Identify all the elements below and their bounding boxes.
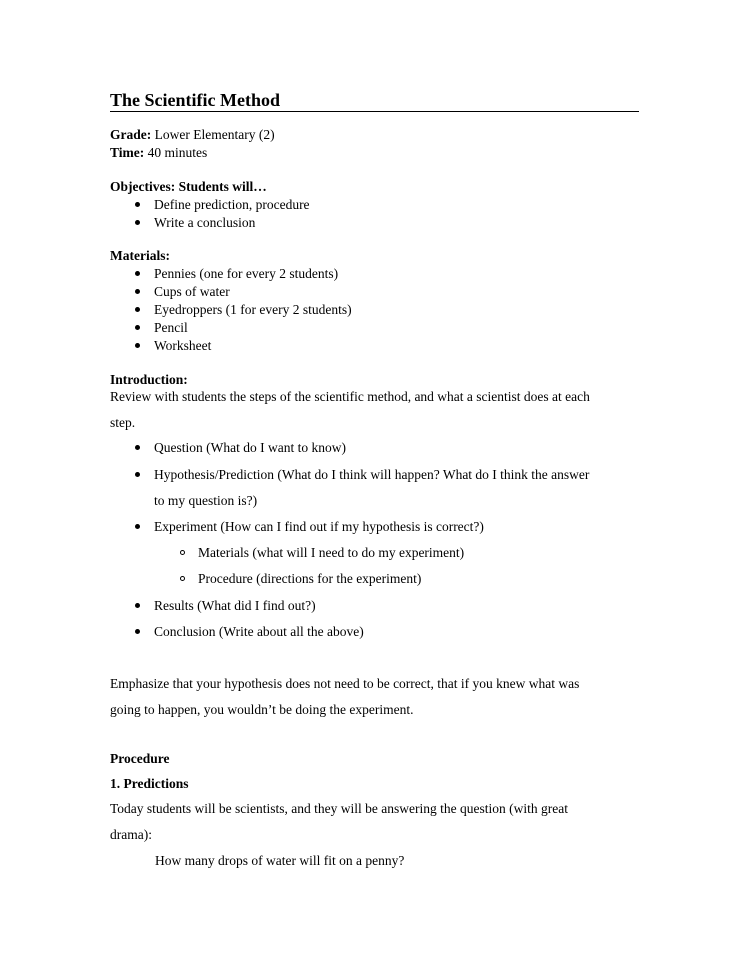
step-item-continuation: to my question is?): [154, 493, 258, 508]
time-label: Time:: [110, 145, 145, 160]
bullet-icon: [135, 343, 140, 348]
page-title: The Scientific Method: [110, 89, 639, 112]
grade-line: [110, 127, 275, 143]
step-item: Question (What do I want to know): [154, 440, 346, 455]
step-item: Results (What did I find out?): [154, 598, 316, 613]
emphasis-text: going to happen, you wouldn’t be doing the experiment.: [110, 702, 414, 717]
material-item: Pencil: [154, 320, 188, 335]
material-item: Worksheet: [154, 338, 212, 353]
experiment-question: How many drops of water will fit on a penny?: [155, 853, 405, 868]
introduction-heading: Introduction:: [110, 372, 188, 387]
time-line: [110, 145, 207, 161]
predictions-text: Today students will be scientists, and they will be answering the question (with great: [110, 801, 568, 816]
predictions-heading: 1. Predictions: [110, 776, 189, 791]
time-value: 40 minutes: [147, 145, 208, 160]
bullet-icon: [135, 603, 140, 608]
bullet-icon: [135, 524, 140, 529]
grade-value: Lower Elementary (2): [154, 127, 275, 142]
sub-step-item: Procedure (directions for the experiment): [198, 571, 422, 586]
introduction-text: step.: [110, 415, 136, 430]
bullet-icon: [135, 445, 140, 450]
predictions-text: drama):: [110, 827, 152, 842]
bullet-icon: [135, 202, 140, 207]
step-item: Hypothesis/Prediction (What do I think will happen? What do I think the answer: [154, 467, 590, 482]
bullet-icon: [135, 289, 140, 294]
emphasis-text: Emphasize that your hypothesis does not need to be correct, that if you knew what was: [110, 676, 580, 691]
objectives-heading: Objectives: Students will…: [110, 179, 267, 194]
objective-item: Write a conclusion: [154, 215, 256, 230]
sub-step-item: Materials (what will I need to do my experiment): [198, 545, 465, 560]
procedure-heading: Procedure: [110, 751, 170, 766]
bullet-icon: [135, 472, 140, 477]
bullet-icon: [135, 307, 140, 312]
material-item: Pennies (one for every 2 students): [154, 266, 339, 281]
sub-bullet-icon: [180, 576, 185, 581]
step-item: Experiment (How can I find out if my hypothesis is correct?): [154, 519, 484, 534]
introduction-text: Review with students the steps of the scientific method, and what a scientist does at each: [110, 389, 590, 404]
step-item: Conclusion (Write about all the above): [154, 624, 364, 639]
bullet-icon: [135, 220, 140, 225]
bullet-icon: [135, 325, 140, 330]
sub-bullet-icon: [180, 550, 185, 555]
objective-item: Define prediction, procedure: [154, 197, 310, 212]
material-item: Eyedroppers (1 for every 2 students): [154, 302, 352, 317]
materials-heading: Materials:: [110, 248, 170, 263]
grade-label: Grade:: [110, 127, 152, 142]
bullet-icon: [135, 629, 140, 634]
material-item: Cups of water: [154, 284, 230, 299]
bullet-icon: [135, 271, 140, 276]
